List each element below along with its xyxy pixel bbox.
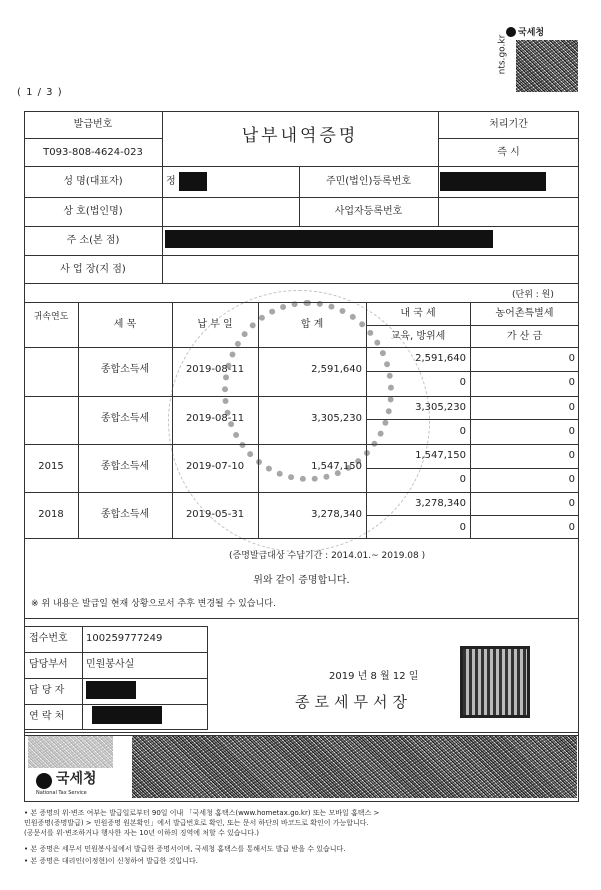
seal-ring bbox=[168, 290, 430, 552]
redacted-rrn bbox=[440, 172, 546, 191]
table-penalty: 0 bbox=[568, 377, 575, 388]
bottom-note-2: 민원증명(증명발급) > 민원증명 원본확인」에서 발급번호로 확인, 또는 문서 하단의 바코드로 확인이 가능합니다. bbox=[24, 819, 369, 827]
table-penalty: 0 bbox=[568, 474, 575, 485]
col-year: 귀속연도 bbox=[33, 312, 69, 322]
biz-no-label: 사업자등록번호 bbox=[334, 206, 403, 217]
table-edu: 0 bbox=[459, 522, 466, 533]
officer-label: 담 당 자 bbox=[29, 685, 65, 696]
nts-brand-bottom: 국세청 bbox=[56, 771, 97, 787]
official-seal-stamp bbox=[460, 646, 530, 718]
col-national-tax: 내 국 세 bbox=[400, 308, 436, 319]
table-total: 1,547,150 bbox=[311, 461, 362, 472]
table-year: 2015 bbox=[38, 461, 64, 472]
nts-brand-top: 국세청 bbox=[518, 28, 545, 38]
table-national: 2,591,640 bbox=[415, 353, 466, 364]
table-edu: 0 bbox=[459, 426, 466, 437]
table-national: 3,305,230 bbox=[415, 402, 466, 413]
table-item: 종합소득세 bbox=[100, 509, 150, 520]
small-barcode bbox=[28, 736, 113, 768]
table-total: 2,591,640 bbox=[311, 364, 362, 375]
table-rural: 0 bbox=[568, 498, 575, 509]
col-edu-tax: 교육, 방위세 bbox=[390, 331, 446, 342]
table-penalty: 0 bbox=[568, 522, 575, 533]
document-title: 납부내역증명 bbox=[241, 126, 359, 146]
col-rural-tax: 농어촌특별세 bbox=[495, 308, 554, 319]
dept-value: 민원봉사실 bbox=[86, 659, 135, 670]
table-rural: 0 bbox=[568, 450, 575, 461]
table-penalty: 0 bbox=[568, 426, 575, 437]
redacted-name bbox=[179, 172, 207, 191]
notice-text: ※ 위 내용은 발급일 현재 상황으로서 추후 변경될 수 있습니다. bbox=[31, 599, 276, 609]
table-item: 종합소득세 bbox=[100, 364, 150, 375]
rrn-label: 주민(법인)등록번호 bbox=[325, 176, 412, 187]
table-edu: 0 bbox=[459, 474, 466, 485]
name-label: 성 명(대표자) bbox=[63, 176, 123, 187]
table-date: 2019-05-31 bbox=[185, 509, 245, 520]
bottom-note-5: • 본 증명은 대리인(이정현)이 신청하여 발급한 것입니다. bbox=[24, 857, 198, 865]
bottom-note-1: • 본 증명의 위·변조 여부는 발급일로부터 90일 이내 「국세청 홈택스(www.hometax.go.kr) 또는 모바일 홈택스 > bbox=[24, 809, 380, 817]
redacted-address bbox=[165, 230, 493, 248]
table-total: 3,305,230 bbox=[311, 413, 362, 424]
unit-label: (단위 : 원) bbox=[512, 290, 554, 300]
nts-logo-vertical bbox=[499, 32, 513, 80]
table-date: 2019-08-11 bbox=[185, 413, 245, 424]
col-penalty: 가 산 금 bbox=[506, 331, 543, 342]
table-national: 1,547,150 bbox=[415, 450, 466, 461]
dept-label: 담당부서 bbox=[29, 659, 68, 670]
redacted-officer bbox=[86, 681, 136, 699]
nts-emblem-icon bbox=[506, 27, 516, 37]
table-date: 2019-07-10 bbox=[185, 461, 245, 472]
table-total: 3,278,340 bbox=[311, 509, 362, 520]
table-rural: 0 bbox=[568, 353, 575, 364]
address-label: 주 소(본 점) bbox=[66, 235, 120, 246]
issue-no-value: T093-808-4624-023 bbox=[43, 147, 143, 158]
tax-office: 종로세무서장 bbox=[295, 693, 412, 711]
table-national: 3,278,340 bbox=[415, 498, 466, 509]
trade-name-label: 상 호(법인명) bbox=[63, 206, 123, 217]
processing-value: 즉 시 bbox=[497, 147, 520, 158]
bottom-note-4: • 본 증명은 세무서 민원봉사실에서 발급한 증명서이며, 국세청 홈택스를 통해서도 발급 받을 수 있습니다. bbox=[24, 845, 346, 853]
issue-no-label: 발급번호 bbox=[73, 119, 113, 130]
table-year: 2018 bbox=[38, 509, 64, 520]
site-label: 사 업 장(지 점) bbox=[60, 264, 126, 275]
receipt-label: 접수번호 bbox=[29, 633, 68, 644]
col-total: 합 계 bbox=[300, 319, 324, 330]
contact-label: 연 락 처 bbox=[29, 711, 65, 722]
name-value: 정 bbox=[166, 176, 176, 187]
redacted-contact bbox=[92, 706, 162, 724]
page-indicator: ( 1 / 3 ) bbox=[17, 87, 63, 98]
table-rural: 0 bbox=[568, 402, 575, 413]
table-item: 종합소득세 bbox=[100, 413, 150, 424]
issue-date: 2019 년 8 월 12 일 bbox=[329, 671, 419, 682]
collection-period: (증명발급대상 수납기간 : 2014.01.~ 2019.08 ) bbox=[229, 551, 426, 561]
table-item: 종합소득세 bbox=[100, 461, 150, 472]
table-date: 2019-08-11 bbox=[185, 364, 245, 375]
nts-brand-sub: National Tax Service bbox=[36, 790, 87, 796]
certify-text: 위와 같이 증명합니다. bbox=[253, 575, 350, 586]
bottom-note-3: (공문서를 위·변조하거나 행사한 자는 10년 이하의 징역에 처할 수 있습니다.) bbox=[24, 829, 259, 837]
nts-emblem-bottom-icon bbox=[36, 773, 52, 789]
table-edu: 0 bbox=[459, 377, 466, 388]
col-date: 납 부 일 bbox=[197, 319, 233, 330]
barcode bbox=[132, 736, 577, 798]
qr-code bbox=[516, 40, 578, 92]
nts-url-vertical: nts.go.kr bbox=[497, 34, 508, 75]
receipt-value: 100259777249 bbox=[86, 633, 163, 644]
processing-label: 처리기간 bbox=[489, 119, 528, 130]
col-item: 세 목 bbox=[113, 319, 137, 330]
